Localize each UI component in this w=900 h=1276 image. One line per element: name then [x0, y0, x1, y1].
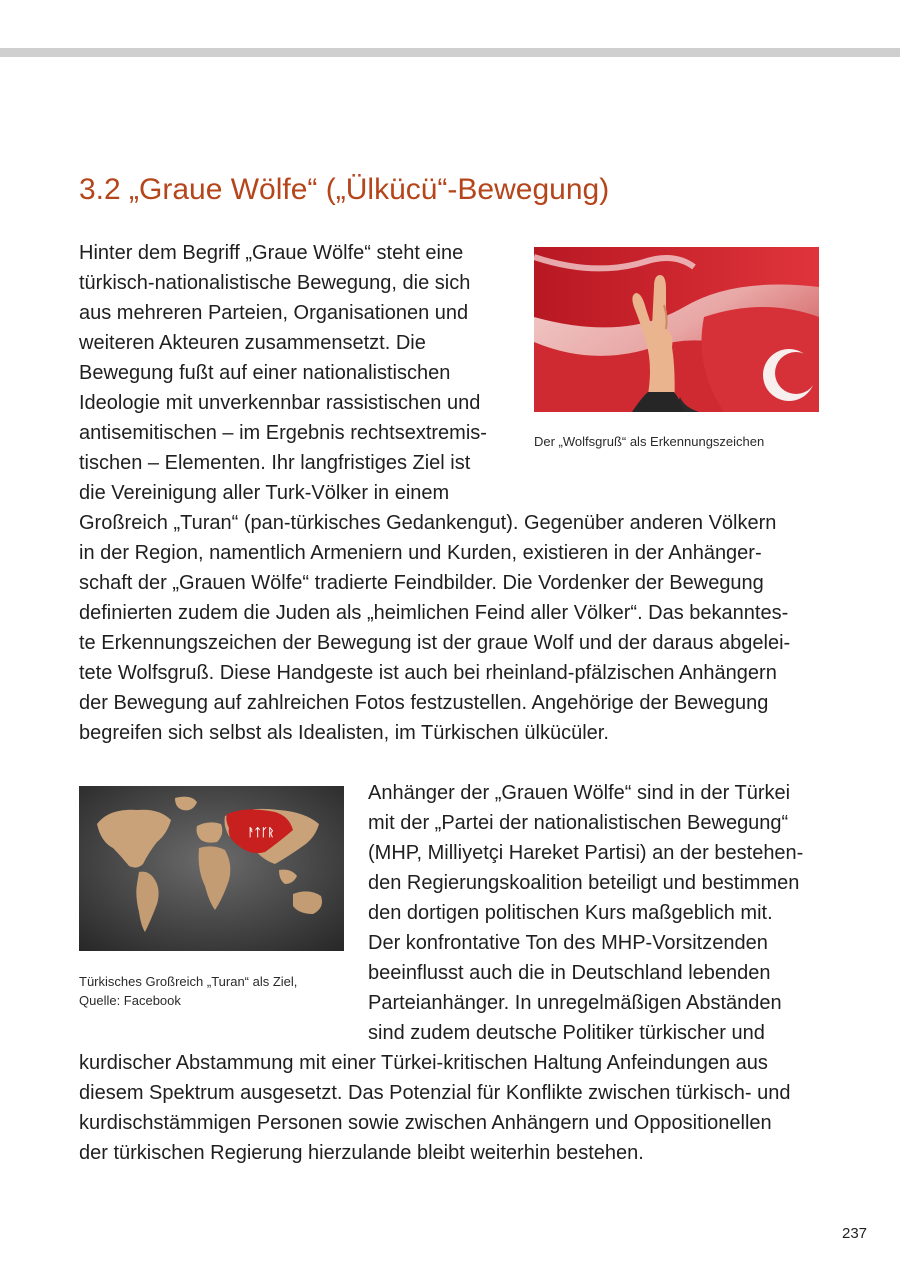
- paragraph-line: beeinflusst auch die in Deutschland lebenden: [368, 962, 771, 984]
- paragraph-line: diesem Spektrum ausgesetzt. Das Potenzial für Konflikte zwischen türkisch- und: [79, 1082, 791, 1104]
- section-title: 3.2 „Graue Wölfe“ („Ülkücü“-Bewegung): [79, 173, 610, 206]
- figure-caption: Der „Wolfsgruß“ als Erkennungszeichen: [534, 434, 765, 449]
- paragraph-line: te Erkennungszeichen der Bewegung ist der graue Wolf und der daraus abgelei-: [79, 632, 791, 654]
- paragraph-line: Großreich „Turan“ (pan-türkisches Gedankengut). Gegenüber anderen Völkern: [79, 512, 777, 534]
- paragraph-line: der Bewegung auf zahlreichen Fotos festzustellen. Angehörige der Bewegung: [79, 692, 769, 714]
- map-lettering: ᚨᛏᚴᚱ: [247, 826, 275, 839]
- paragraph-line: Bewegung fußt auf einer nationalistischen: [79, 362, 451, 384]
- paragraph-line: Der konfrontative Ton des MHP-Vorsitzenden: [368, 932, 768, 954]
- paragraph-line: tischen – Elementen. Ihr langfristiges Ziel ist: [79, 452, 471, 474]
- turan-map-image: [79, 786, 344, 951]
- paragraph-line: den Regierungskoalition beteiligt und bestimmen: [368, 872, 800, 894]
- paragraph-line: schaft der „Grauen Wölfe“ tradierte Feindbilder. Die Vordenker der Bewegung: [79, 572, 764, 594]
- figure-caption-line: Türkisches Großreich „Turan“ als Ziel,: [79, 974, 298, 989]
- paragraph-line: die Vereinigung aller Turk-Völker in einem: [79, 482, 450, 504]
- paragraph-line: der türkischen Regierung hierzulande bleibt weiterhin bestehen.: [79, 1142, 644, 1164]
- paragraph-line: den dortigen politischen Kurs maßgeblich mit.: [368, 902, 773, 924]
- paragraph-line: (MHP, Milliyetçi Hareket Partisi) an der bestehen-: [368, 842, 804, 864]
- paragraph-line: Hinter dem Begriff „Graue Wölfe“ steht eine: [79, 242, 464, 264]
- paragraph-line: aus mehreren Parteien, Organisationen und: [79, 302, 469, 324]
- top-rule: [0, 48, 900, 57]
- paragraph-line: begreifen sich selbst als Idealisten, im Türkischen ülkücüler.: [79, 722, 609, 744]
- paragraph-line: mit der „Partei der nationalistischen Bewegung“: [368, 812, 789, 834]
- paragraph-line: türkisch-nationalistische Bewegung, die sich: [79, 272, 471, 294]
- wolf-salute-photo: [534, 247, 819, 412]
- paragraph-line: kurdischstämmigen Personen sowie zwischen Anhängern und Oppositionellen: [79, 1112, 772, 1134]
- paragraph-line: tete Wolfsgruß. Diese Handgeste ist auch bei rheinland-pfälzischen Anhängern: [79, 662, 777, 684]
- paragraph-line: Ideologie mit unverkennbar rassistischen und: [79, 392, 481, 414]
- paragraph-line: Anhänger der „Grauen Wölfe“ sind in der Türkei: [368, 782, 791, 804]
- paragraph-line: Parteianhänger. In unregelmäßigen Abständen: [368, 992, 782, 1014]
- paragraph-line: weiteren Akteuren zusammensetzt. Die: [79, 332, 426, 354]
- paragraph-line: antisemitischen – im Ergebnis rechtsextremis-: [79, 422, 487, 444]
- paragraph-line: in der Region, namentlich Armeniern und Kurden, existieren in der Anhänger-: [79, 542, 762, 564]
- paragraph-line: definierten zudem die Juden als „heimlichen Feind aller Völker“. Das bekanntes-: [79, 602, 789, 624]
- figure-caption-line: Quelle: Facebook: [79, 993, 181, 1008]
- page-number: 237: [842, 1225, 868, 1242]
- paragraph-line: sind zudem deutsche Politiker türkischer und: [368, 1022, 765, 1044]
- paragraph-line: kurdischer Abstammung mit einer Türkei-kritischen Haltung Anfeindungen aus: [79, 1052, 768, 1074]
